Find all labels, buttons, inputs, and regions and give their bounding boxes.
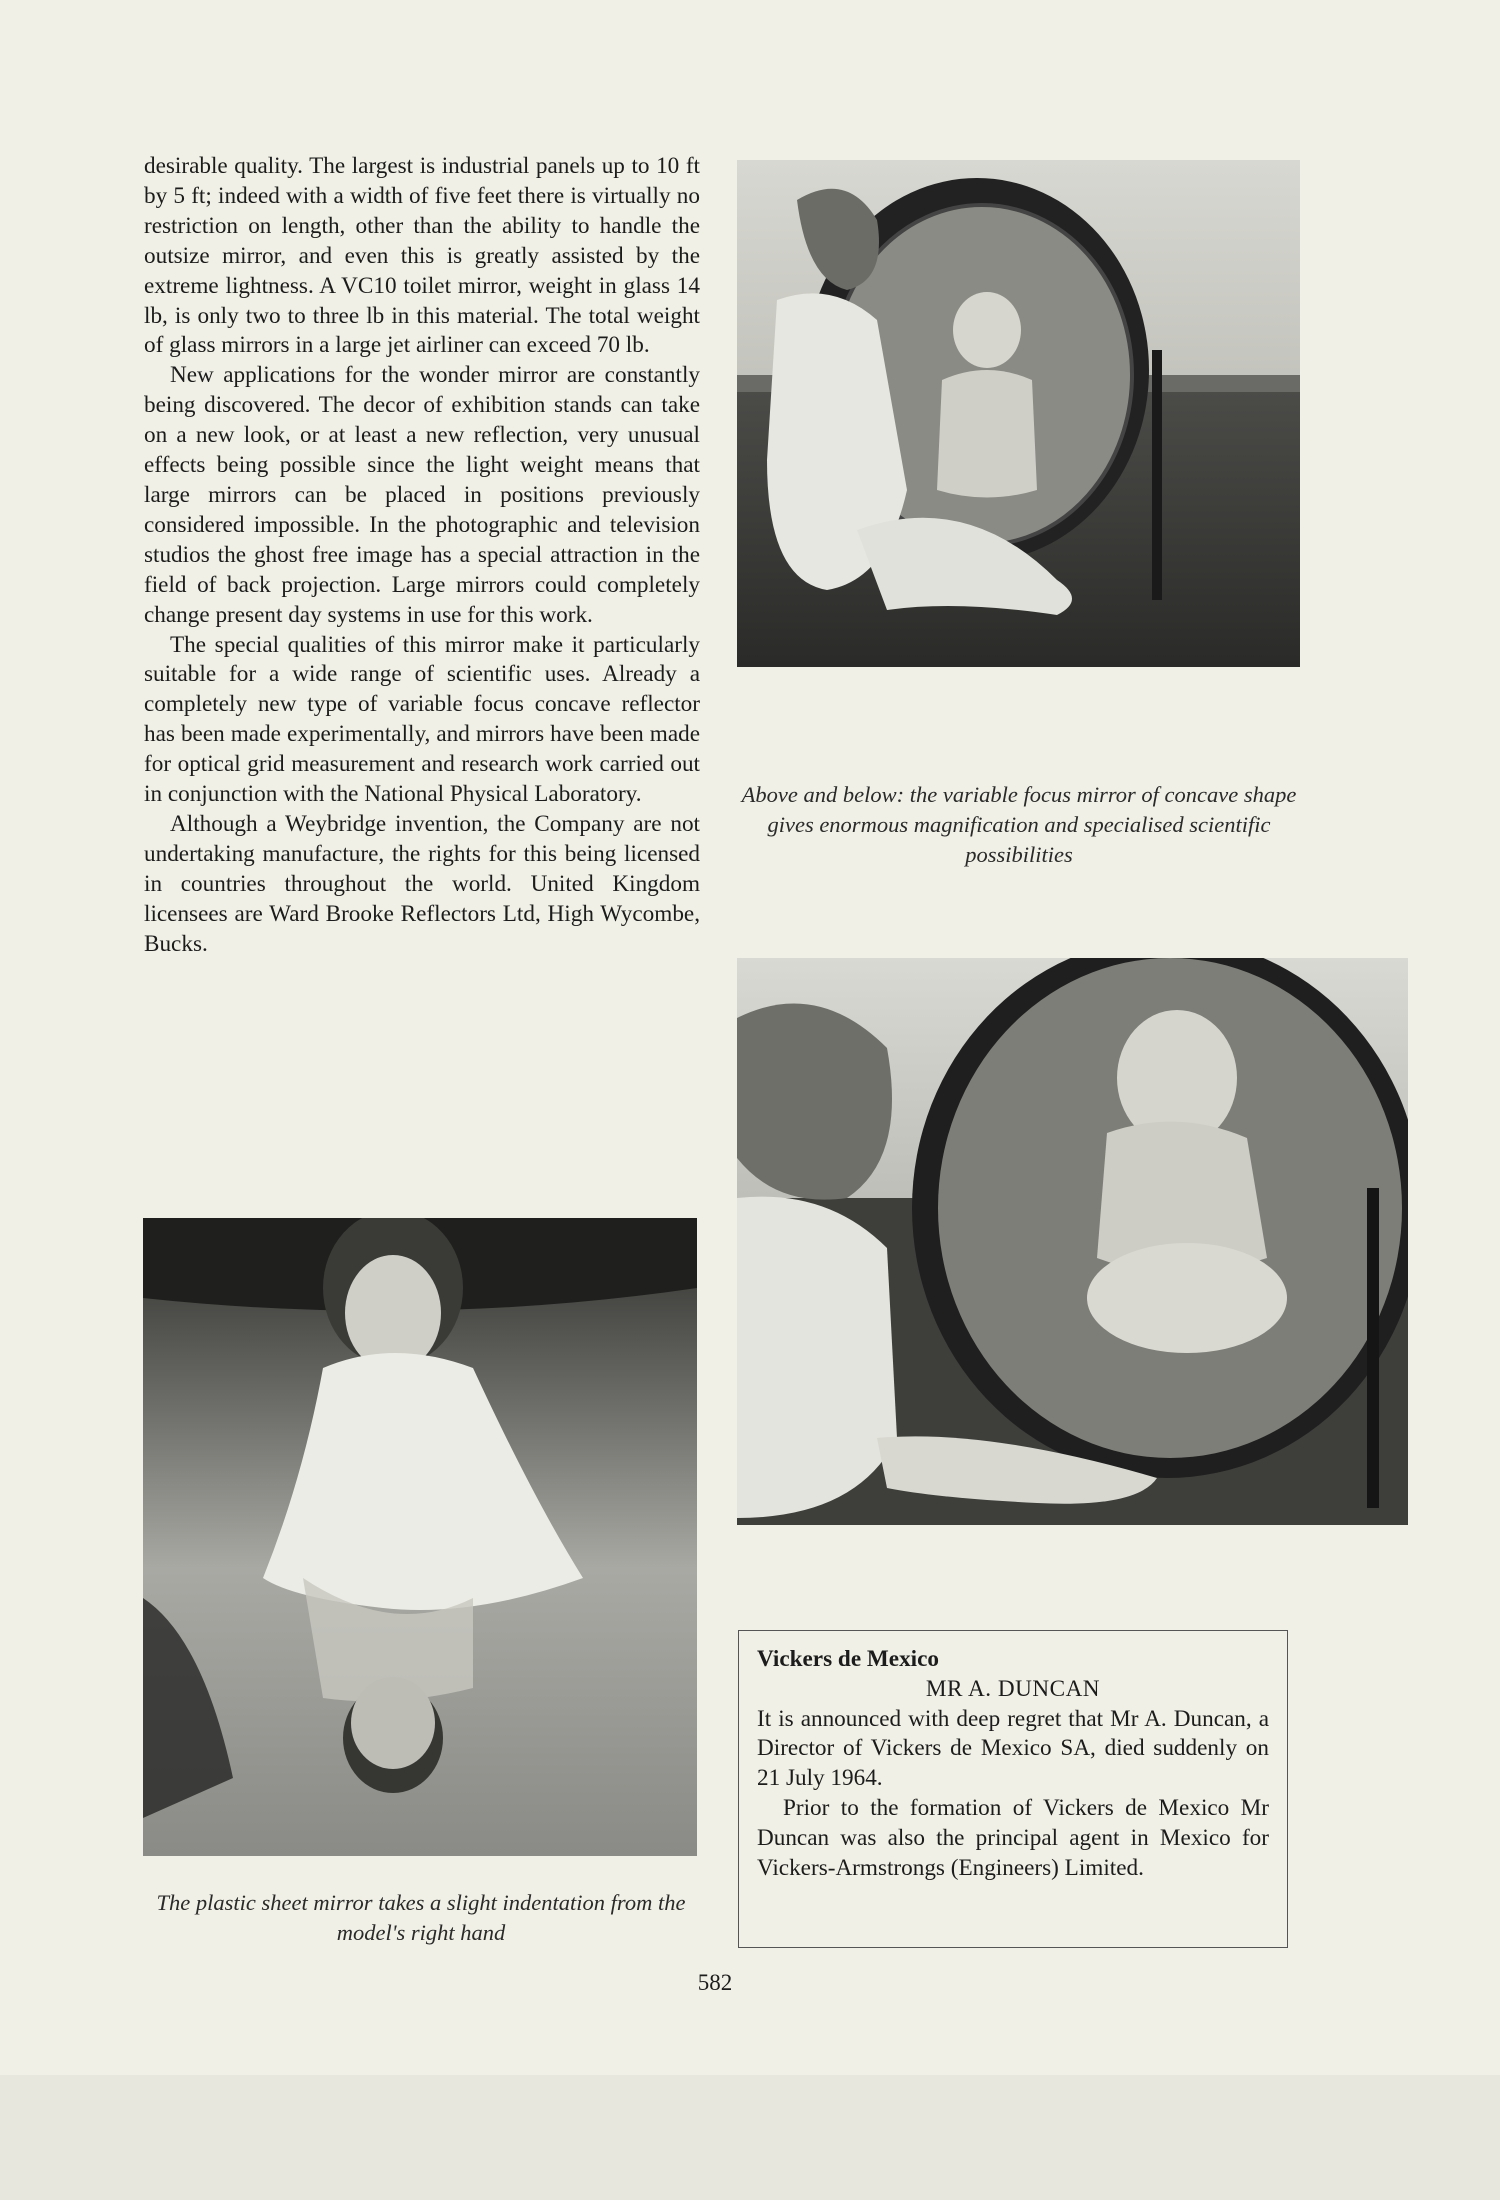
notice-subheading: MR A. DUNCAN [925, 1675, 1101, 1702]
caption-top-right: Above and below: the variable focus mirror of concave shape gives enormous magnification and specialised scientific possibilities [741, 782, 1297, 867]
article-paragraph: Although a Weybridge invention, the Company are not undertaking manufacture, the rights for this being licensed in countries throughout the world. United Kingdom licensees are Ward Brooke Reflectors Ltd, High Wycombe, Bucks. [144, 810, 700, 957]
notice-paragraph: It is announced with deep regret that Mr A. Duncan, a Director of Vickers de Mexico SA, died suddenly on 21 July 1964. [757, 1705, 1269, 1792]
article-paragraph: New applications for the wonder mirror are constantly being discovered. The decor of exhibition stands can take on a new look, or at least a new reflection, very unusual effects being possible since the light weight means that large mirrors can be placed in positions previously considered impossible. In the photographic and television studios the ghost free image has a special attraction in the field of back projection. Large mirrors could completely change present day systems in use for this work. [144, 362, 700, 628]
photo-woman-laughing-in-mirror [737, 958, 1408, 1525]
notice-paragraph: Prior to the formation of Vickers de Mexico Mr Duncan was also the principal agent in Mexico for Vickers-Armstrongs (Engineers) Limited. [757, 1794, 1269, 1881]
caption-bottom-left: The plastic sheet mirror takes a slight indentation from the model's right hand [156, 1890, 686, 1945]
obituary-notice [738, 1630, 1288, 1948]
article-paragraph: The special qualities of this mirror make it particularly suitable for a wide range of scientific uses. Already a completely new type of variable focus concave reflector has been made experimentally, and mirrors have been made for optical grid measurement and research work carried out in conjunction with the National Physical Laboratory. [144, 631, 700, 808]
article-paragraph: desirable quality. The largest is industrial panels up to 10 ft by 5 ft; indeed with a width of five feet there is virtually no restriction on length, other than the ability to handle the outsize mirror, and even this is greatly assisted by the extreme lightness. A VC10 toilet mirror, weight in glass 14 lb, is only two to three lb in this material. The total weight of glass mirrors in a large jet airliner can exceed 70 lb. [144, 153, 700, 359]
notice-heading: Vickers de Mexico [757, 1646, 940, 1672]
photo-woman-over-floor-mirror [143, 1218, 697, 1856]
page-number: 582 [697, 1970, 733, 1995]
photo-woman-with-round-mirror [737, 160, 1300, 667]
article-body [144, 152, 700, 959]
scan-margin [0, 2075, 1500, 2200]
